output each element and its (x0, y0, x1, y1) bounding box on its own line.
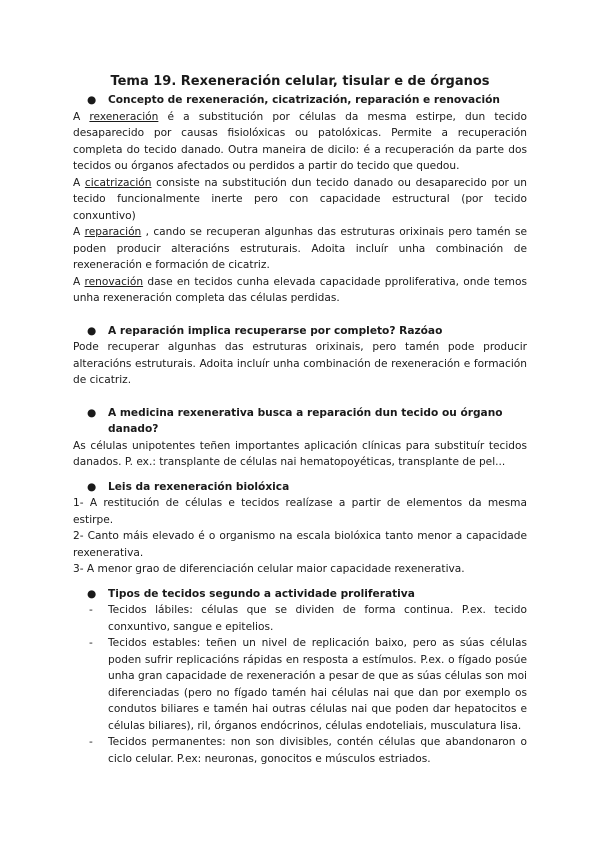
bullet-icon: ● (87, 480, 97, 493)
document-page (73, 74, 527, 767)
term-reparacion: reparación (84, 226, 142, 238)
dash-icon: - (89, 637, 93, 649)
list-item-labiles: - Tecidos lábiles: células que se dividen de forma continua. P.ex. tecido conxuntivo, sangue e epitelios. (89, 604, 527, 633)
section-heading-medicina-question (73, 405, 527, 438)
list-item-estables: - Tecidos estables: teñen un nivel de replicación baixo, pero as súas células poden sufrir replicacións rápidas en resposta a estímulos. P.ex. o fígado posúe unha gran capacidade de rexeneración a pesar de que as súas células son moi diferenciadas (pero no fígado tamén hai células nai que dan por exemplo os condutos biliares e tamén hai outras células nai que poden dar hepatocitos e células biliares), ril, órganos endócrinos, células endoteliais, musculatura lisa. (89, 637, 527, 732)
bullet-icon: ● (87, 406, 97, 419)
law-item: 3- A menor grao de diferenciación celular maior capacidade rexenerativa. (73, 563, 465, 575)
section-heading-text: Tipos de tecidos segundo a actividade proliferativa (108, 587, 415, 600)
law-item: 2- Canto máis elevado é o organismo na escala biolóxica tanto menor a capacidade rexenerativa. (73, 530, 527, 559)
paragraph-reparacion-answer: Pode recuperar algunhas das estruturas orixinais, pero tamén pode producir alteracións estruturais. Adoita incluír unha combinación de rexeneración e formación de cicatriz. (73, 341, 527, 386)
paragraph-cicatrizacion: A cicatrización consiste na substitución dun tecido danado ou desaparecido por un tecido funcionalmente inerte pero con capacidade estructural (por tecido conxuntivo) (73, 176, 527, 222)
paragraph-reparacion: A reparación , cando se recuperan algunhas das estruturas orixinais pero tamén se poden producir alteracións estruturais. Adoita incluír unha combinación de rexeneración e formación de cicatriz. (73, 226, 527, 271)
term-rexeneracion: rexeneración (89, 110, 159, 123)
section-heading-leis (73, 479, 527, 496)
list-item-permanentes: - Tecidos permanentes: non son divisibles, contén células que abandonaron o ciclo celular. P.ex: neuronas, gonocitos e músculos estriados. (89, 736, 527, 765)
bullet-icon: ● (87, 587, 97, 600)
paragraph-medicina-answer: As células unipotentes teñen importantes aplicación clínicas para substituír tecidos danados. P. ex.: transplante de células nai hematopoyéticas, transplante de pel... (73, 439, 527, 468)
section-heading-tipos (73, 586, 527, 603)
page-title: Tema 19. Rexeneración celular, tisular e de órganos (110, 74, 490, 89)
section-heading-concepts (73, 92, 527, 109)
term-cicatrizacion: cicatrización (84, 176, 152, 189)
bullet-icon: ● (87, 94, 97, 106)
bullet-icon: ● (87, 324, 97, 337)
law-item: 1- A restitución de células e tecidos realízase a partir de elementos da mesma estirpe. (73, 497, 527, 526)
section-heading-text: Leis da rexeneración biolóxica (108, 480, 290, 493)
section-heading-text: A reparación implica recuperarse por completo? Razóao (108, 324, 443, 337)
paragraph-rexeneracion: A rexeneración é a substitución por células da mesma estirpe, dun tecido desaparecido por causas fisiolóxicas ou patolóxicas. Permite a recuperación completa do tecido danado. Outra maneira de dicilo: é a recuperación da parte dos tecidos ou órganos afectados ou perdidos a partir do tecido que quedou. (73, 110, 527, 172)
section-heading-text: Concepto de rexeneración, cicatrización, reparación e renovación (108, 94, 500, 106)
dash-icon: - (89, 604, 93, 616)
section-heading-text: A medicina rexenerativa busca a reparación dun tecido ou órgano danado? (108, 406, 503, 435)
paragraph-renovacion: A renovación dase en tecidos cunha elevada capacidade pproliferativa, onde temos unha rexeneración completa das células perdidas. (73, 275, 527, 304)
term-renovacion: renovación (84, 275, 144, 288)
section-heading-reparacion-question (73, 323, 527, 340)
dash-icon: - (89, 736, 93, 748)
